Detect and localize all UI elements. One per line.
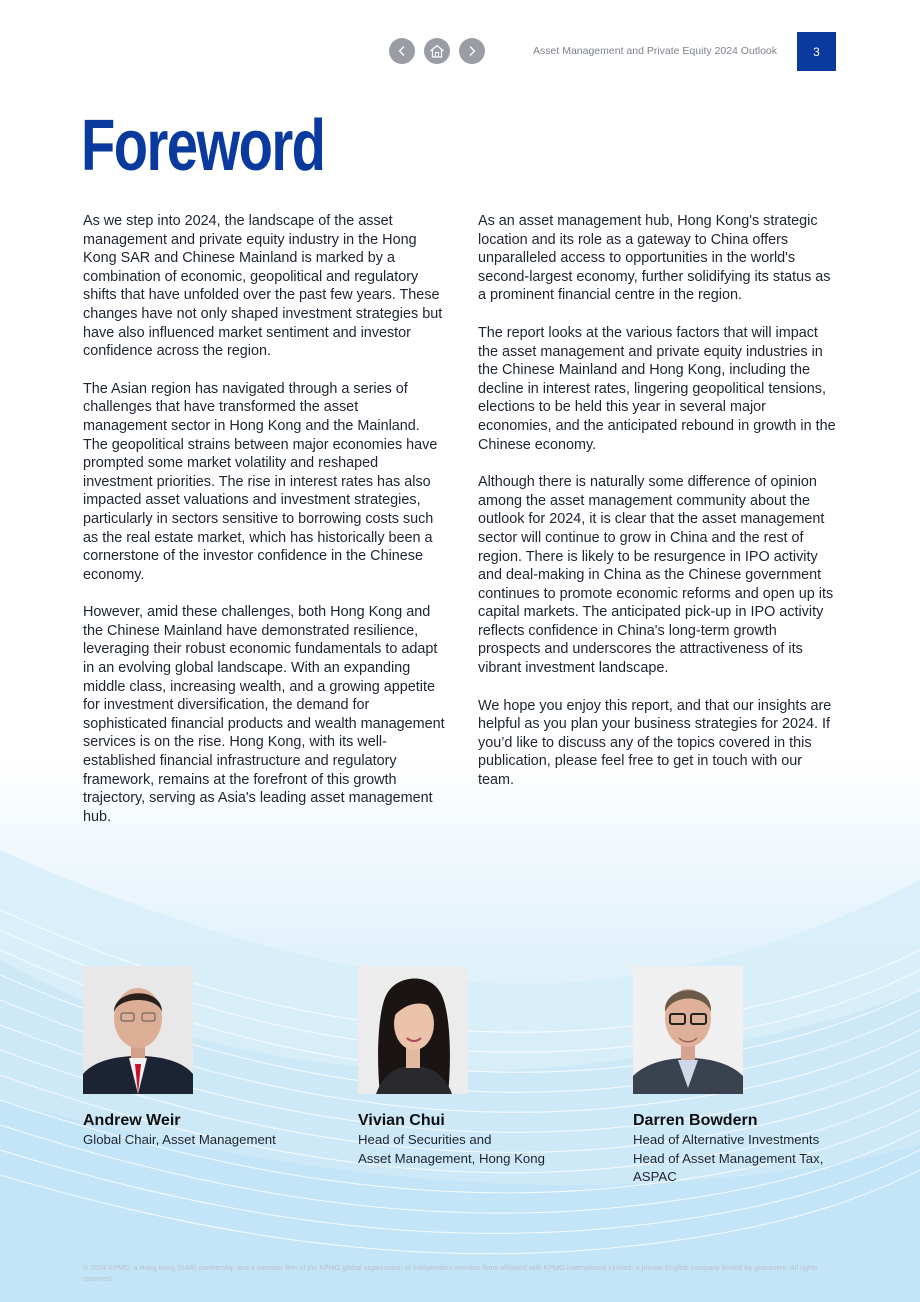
person-role	[358, 1131, 545, 1168]
person-role	[83, 1131, 276, 1150]
chevron-left-icon	[396, 45, 408, 57]
body-paragraph: As an asset management hub, Hong Kong's strategic location and its role as a gateway to China offers unparalleled access to opportunities in the world's second-largest economy, further solidifying its status as a prominent financial centre in the region.	[478, 213, 831, 304]
role-line: Head of Asset Management Tax,	[633, 1150, 824, 1166]
role-line: ASPAC	[633, 1169, 677, 1184]
role-line: Asset Management, Hong Kong	[358, 1150, 545, 1166]
contact-card	[633, 966, 823, 1187]
person-role	[633, 1131, 823, 1187]
copyright-footer: © 2024 KPMG, a Hong Kong (SAR) partnership and a member firm of the KPMG global organisation of independent member firms affiliated with KPMG International Limited, a private English company limited by guarantee. All rights reserved.	[83, 1263, 818, 1283]
portrait-photo	[83, 966, 193, 1094]
contact-card	[358, 966, 545, 1168]
person-name: Darren Bowdern	[633, 1112, 758, 1129]
person-name: Vivian Chui	[358, 1112, 445, 1129]
portrait-photo	[633, 966, 743, 1094]
previous-page-button[interactable]	[389, 38, 415, 64]
page-number-badge: 3	[797, 32, 836, 71]
role-line: Global Chair, Asset Management	[83, 1132, 276, 1147]
person-name: Andrew Weir	[83, 1112, 181, 1129]
body-paragraph: The Asian region has navigated through a series of challenges that have transformed the asset management sector in Hong Kong and the Mainland. The geopolitical strains between major economies have prompted some market volatility and reshaped investment priorities. The rise in interest rates has also impacted asset valuations and investment strategies, particularly in sectors sensitive to borrowing costs such as the real estate market, which has historically been a cornerstone of the investor confidence in the Chinese economy.	[83, 380, 438, 583]
body-paragraph: However, amid these challenges, both Hong Kong and the Chinese Mainland have demonstrated resilience, leveraging their robust economic fundamentals to adapt in an evolving global landscape. With an expanding middle class, increasing wealth, and a growing appetite for investment diversification, the demand for sophisticated financial products and wealth management services is on the rise. Hong Kong, with its well-established financial infrastructure and regulatory framework, remains at the forefront of this growth trajectory, serving as Asia's leading asset management hub.	[83, 604, 445, 825]
portrait-photo	[358, 966, 468, 1094]
body-paragraph: We hope you enjoy this report, and that our insights are helpful as you plan your business strategies for 2024. If you’d like to discuss any of the topics covered in this publication, please feel free to get in touch with our team.	[478, 697, 832, 789]
page-title: Foreword	[81, 106, 325, 186]
body-paragraph: Although there is naturally some difference of opinion among the asset management community about the outlook for 2024, it is clear that the asset management sector will continue to grow in China and the rest of region. There is likely to be resurgence in IPO activity and deal-making in China as the Chinese government continues to promote economic reforms and open up its capital markets. The anticipated pick-up in IPO activity reflects confidence in China's long-term growth prospects and underscores the attractiveness of its vibrant investment landscape.	[478, 474, 834, 677]
body-column-right	[478, 212, 840, 809]
body-paragraph: As we step into 2024, the landscape of the asset management and private equity industry in the Hong Kong SAR and Chinese Mainland is marked by a combination of economic, geopolitical and regulatory shifts that have unfolded over the past few years. These changes have not only shaped investment strategies but have also influenced market sentiment and investor confidence across the region.	[83, 213, 443, 360]
role-line: Head of Alternative Investments	[633, 1132, 820, 1147]
contact-card	[83, 966, 276, 1150]
body-paragraph: The report looks at the various factors that will impact the asset management and private equity industries in the Chinese Mainland and Hong Kong, including the decline in interest rates, lingering geopolitical tensions, elections to be held this year in several major economies, and the anticipated rebound in growth in the Chinese economy.	[478, 324, 836, 453]
role-line: Head of Securities and	[358, 1132, 492, 1147]
document-title: Asset Management and Private Equity 2024 Outlook	[533, 45, 777, 57]
body-column-left	[83, 212, 445, 845]
